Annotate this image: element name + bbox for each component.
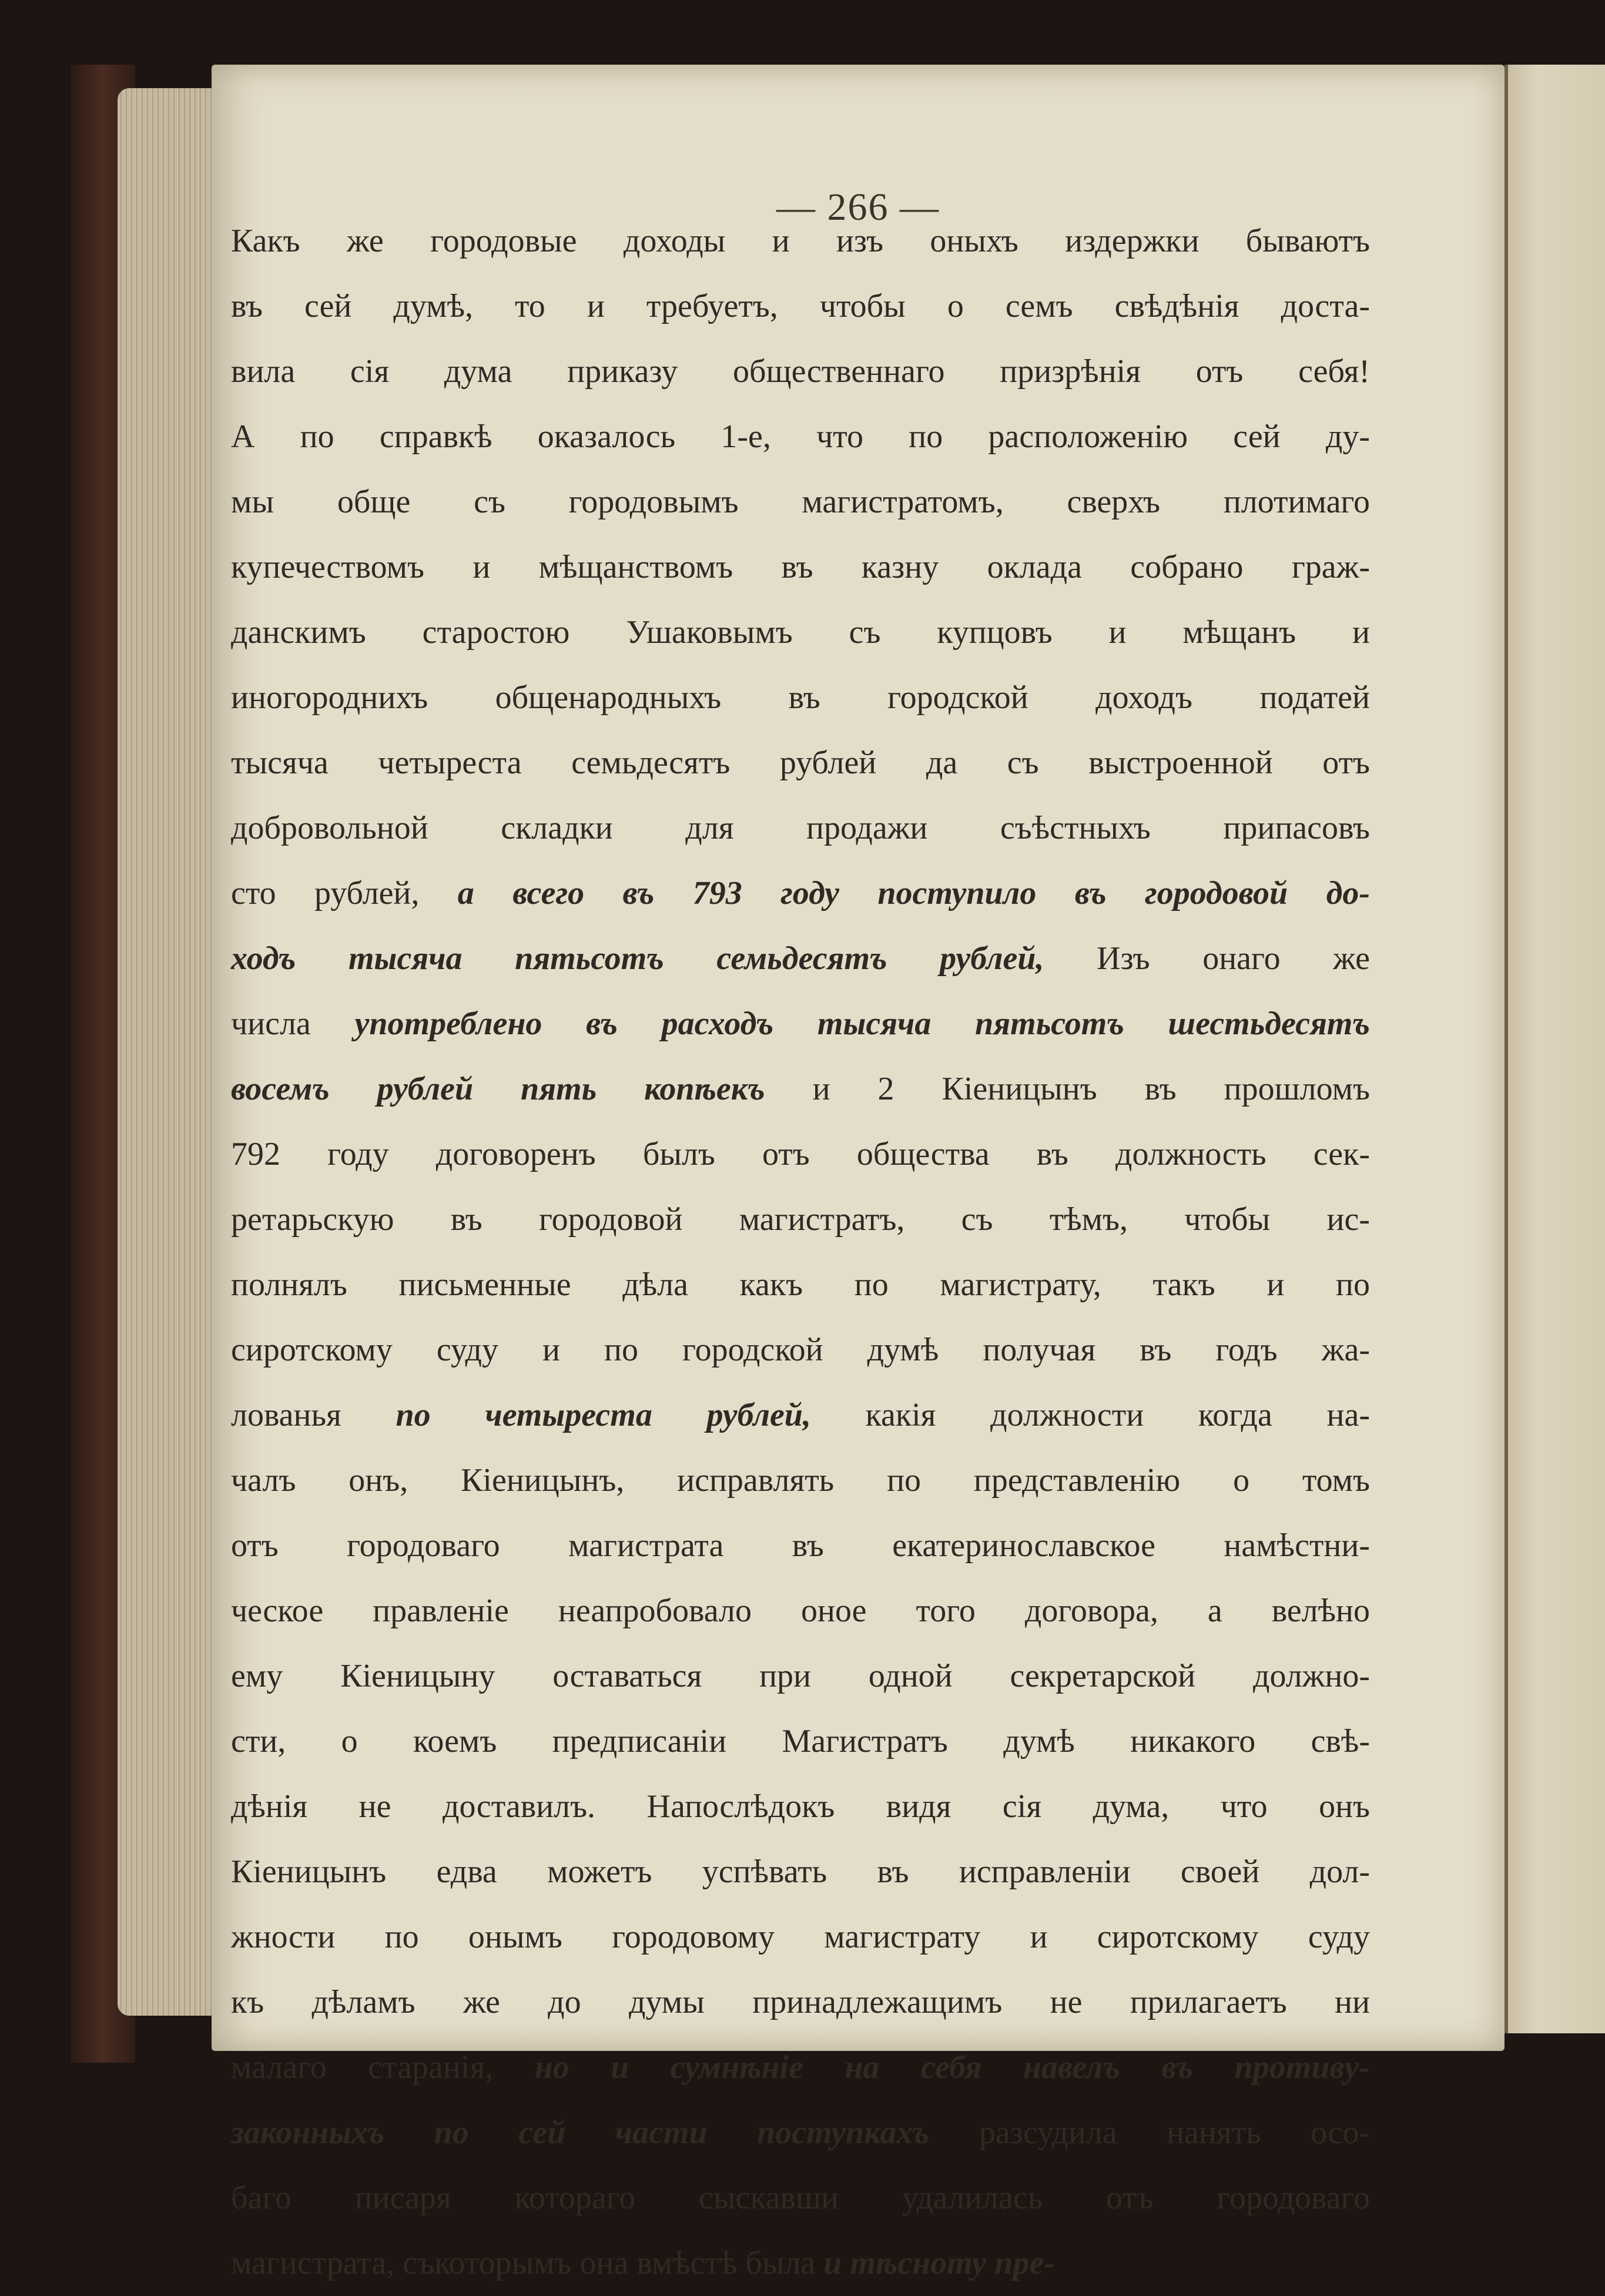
text-line xyxy=(231,2166,1370,2231)
italic-text-segment: а всего въ 793 году поступило въ городовой до- xyxy=(457,875,1370,911)
text-line xyxy=(231,535,1370,600)
text-line xyxy=(231,1513,1370,1578)
text-line xyxy=(231,1709,1370,1774)
text-segment: разсудила нанять осо- xyxy=(929,2114,1371,2151)
text-segment: мы обще съ городовымъ магистратомъ, сверхъ плотимаго xyxy=(231,484,1370,520)
text-segment: тысяча четыреста семьдесятъ рублей да съ выстроенной отъ xyxy=(231,745,1370,781)
italic-text-segment: восемъ рублей пять копѣекъ xyxy=(231,1071,765,1107)
text-segment: и 2 Кіеницынъ въ прошломъ xyxy=(765,1071,1371,1107)
text-segment: какія должности когда на- xyxy=(810,1397,1370,1433)
text-segment: магистрата, съкоторымъ она вмѣстѣ была xyxy=(231,2245,824,2281)
text-segment: А по справкѣ оказалось 1-е, что по расположенію сей ду- xyxy=(231,418,1370,455)
text-segment: числа xyxy=(231,1005,355,1042)
text-segment: лованья xyxy=(231,1397,396,1433)
italic-text-segment: употреблено въ расходъ тысяча пятьсотъ шестьдесятъ xyxy=(354,1005,1370,1042)
text-line xyxy=(231,2100,1370,2166)
text-line xyxy=(231,1578,1370,1644)
text-line xyxy=(231,665,1370,730)
italic-text-segment: по четыреста рублей, xyxy=(396,1397,811,1433)
text-segment: отъ городоваго магистрата въ екатеринославское намѣстни- xyxy=(231,1527,1370,1564)
text-segment: сти, о коемъ предписаніи Магистратъ думѣ никакого свѣ- xyxy=(231,1723,1370,1759)
text-segment: въ сей думѣ, то и требуетъ, чтобы о семъ свѣдѣнія доста- xyxy=(231,288,1370,324)
text-segment: Какъ же городовые доходы и изъ оныхъ издержки бываютъ xyxy=(231,223,1370,259)
text-line xyxy=(231,1252,1370,1318)
text-segment: купечествомъ и мѣщанствомъ въ казну оклада собрано граж- xyxy=(231,549,1370,585)
text-line xyxy=(231,926,1370,991)
text-line xyxy=(231,2231,1370,2296)
text-line xyxy=(231,339,1370,404)
italic-text-segment: законныхъ по сей части поступкахъ xyxy=(231,2114,930,2151)
text-line xyxy=(231,600,1370,665)
text-segment: ретарьскую въ городовой магистратъ, съ тѣмъ, чтобы ис- xyxy=(231,1201,1370,1238)
text-segment: вила сія дума приказу общественнаго призрѣнія отъ себя! xyxy=(231,353,1370,390)
text-segment: иногороднихъ общенародныхъ въ городской доходъ податей xyxy=(231,679,1370,716)
text-line xyxy=(231,1644,1370,1709)
text-segment: сиротскому суду и по городской думѣ получая въ годъ жа- xyxy=(231,1332,1370,1368)
text-segment: сто рублей, xyxy=(231,875,458,911)
text-line xyxy=(231,1970,1370,2035)
text-segment: къ дѣламъ же до думы принадлежащимъ не прилагаетъ ни xyxy=(231,1984,1370,2020)
text-segment: 792 году договоренъ былъ отъ общества въ должность сек- xyxy=(231,1136,1370,1172)
text-segment: Кіеницынъ едва можетъ успѣвать въ исправленіи своей дол- xyxy=(231,1853,1370,1890)
italic-text-segment: и тѣсноту пре- xyxy=(823,2245,1055,2281)
text-segment: Изъ онаго же xyxy=(1044,940,1370,977)
text-line xyxy=(231,1057,1370,1122)
italic-text-segment: но и сумнѣніе на себя навелъ въ противу- xyxy=(534,2049,1371,2086)
text-line xyxy=(231,1122,1370,1187)
text-line xyxy=(231,796,1370,861)
text-line xyxy=(231,1318,1370,1383)
text-segment: баго писаря котораго сыскавши удалилась отъ городоваго xyxy=(231,2180,1370,2216)
text-segment: ческое правленіе неапробовало оное того договора, а велѣно xyxy=(231,1593,1370,1629)
text-segment: добровольной складки для продажи съѣстныхъ припасовъ xyxy=(231,810,1370,846)
text-line xyxy=(231,1187,1370,1252)
text-segment: чалъ онъ, Кіеницынъ, исправлять по представленію о томъ xyxy=(231,1462,1370,1499)
page-number: — 266 — xyxy=(776,186,940,229)
text-line xyxy=(231,404,1370,470)
italic-text-segment: ходъ тысяча пятьсотъ семьдесятъ рублей, xyxy=(231,940,1044,977)
text-line xyxy=(231,730,1370,796)
text-line xyxy=(231,991,1370,1057)
facing-page-edge xyxy=(1505,65,1605,2033)
page-body-text xyxy=(231,209,1370,2296)
text-line xyxy=(231,861,1370,926)
text-segment: малаго старанія, xyxy=(231,2049,535,2086)
text-line xyxy=(231,1448,1370,1513)
text-line xyxy=(231,274,1370,339)
text-line xyxy=(231,1839,1370,1905)
text-line xyxy=(231,470,1370,535)
text-segment: дѣнія не доставилъ. Напослѣдокъ видя сія дума, что онъ xyxy=(231,1788,1370,1825)
text-segment: жности по онымъ городовому магистрату и сиротскому суду xyxy=(231,1919,1370,1955)
text-segment: ему Кіеницыну оставаться при одной секретарской должно- xyxy=(231,1658,1370,1694)
text-line xyxy=(231,2035,1370,2100)
text-segment: полнялъ письменные дѣла какъ по магистрату, такъ и по xyxy=(231,1266,1370,1303)
text-line xyxy=(231,209,1370,274)
text-line xyxy=(231,1383,1370,1448)
text-line xyxy=(231,1774,1370,1839)
text-line xyxy=(231,1905,1370,1970)
text-segment: данскимъ старостою Ушаковымъ съ купцовъ и мѣщанъ и xyxy=(231,614,1370,651)
